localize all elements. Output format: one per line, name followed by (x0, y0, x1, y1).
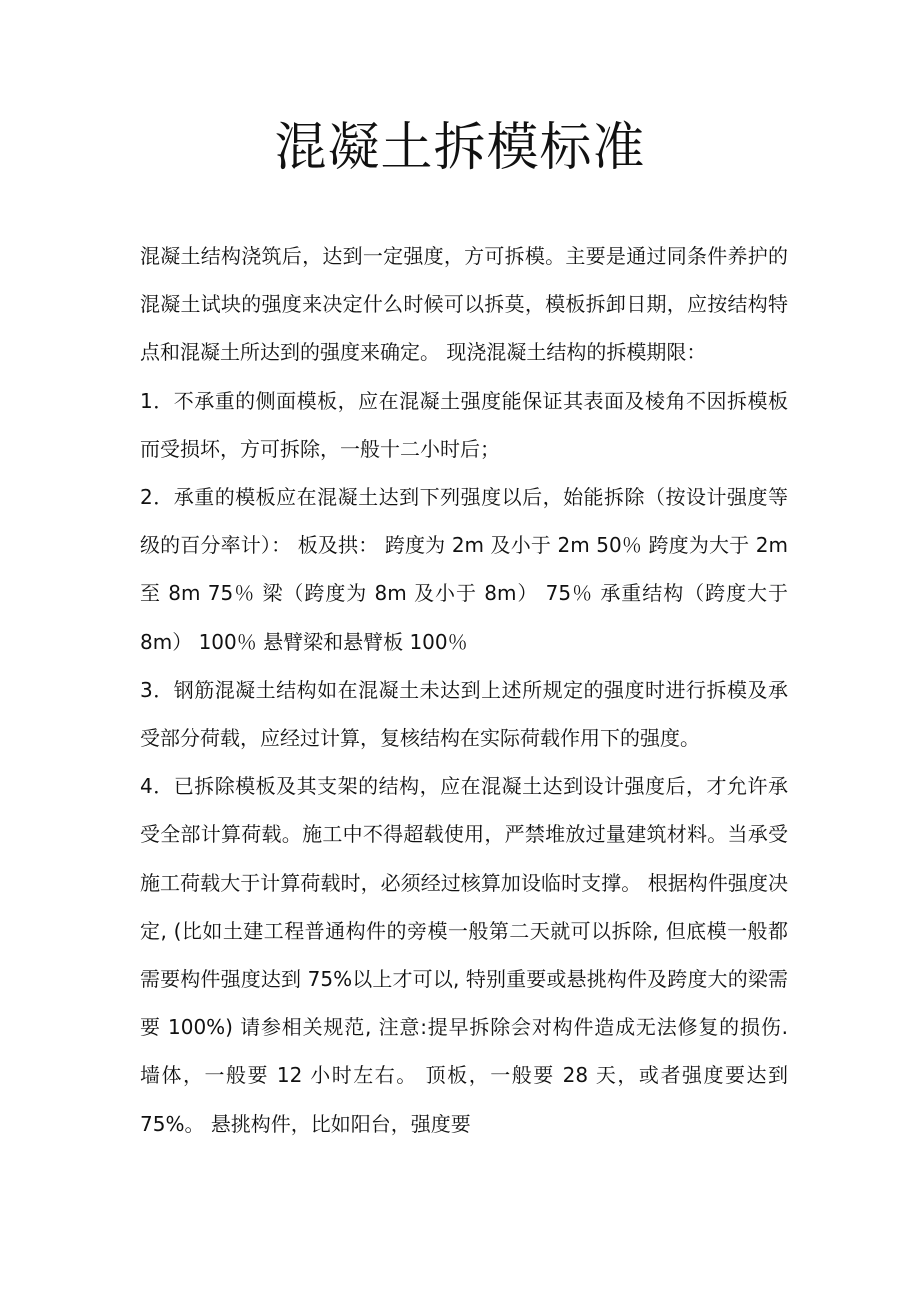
paragraph-item-1: 1．不承重的侧面模板，应在混凝土强度能保证其表面及棱角不因拆模板而受损坏，方可拆除，一般十二小时后； (140, 388, 788, 461)
paragraph-item-3: 3．钢筋混凝土结构如在混凝土未达到上述所规定的强度时进行拆模及承受部分荷载，应经过计算，复核结构在实际荷载作用下的强度。 (140, 677, 788, 751)
document-body (140, 232, 788, 1148)
paragraph-intro: 混凝土结构浇筑后，达到一定强度，方可拆模。主要是通过同条件养护的混凝土试块的强度来决定什么时候可以拆莫，模板拆卸日期，应按结构特点和混凝土所达到的强度来确定。 现浇混凝土结构的拆模期限： (140, 244, 788, 365)
document-title: 混凝土拆模标准 (274, 118, 646, 178)
paragraph-item-2: 2．承重的模板应在混凝土达到下列强度以后，始能拆除（按设计强度等级的百分率计）： 板及拱： 跨度为 2m 及小于 2m 50％ 跨度为大于 2m 至 8m 75％ 梁（跨度为 8m 及小于 8m） 75％ 承重结构（跨度大于 8m） 100％ 悬臂梁和悬臂板 100％ (140, 485, 788, 654)
paragraph-item-4: 4．已拆除模板及其支架的结构，应在混凝土达到设计强度后，才允许承受全部计算荷载。施工中不得超载使用，严禁堆放过量建筑材料。当承受施工荷载大于计算荷载时，必须经过核算加设临时支撑。 根据构件强度决定, (比如土建工程普通构件的旁模一般第二天就可以拆除, 但底模一般都需要构件强度达到 75%以上才可以, 特别重要或悬挑构件及跨度大的梁需要 100%) 请参相关规范, 注意:提早拆除会对构件造成无法修复的损伤. 墙体，一般要 12 小时左右。 顶板，一般要 28 天，或者强度要达到 75%。 悬挑构件，比如阳台，强度要 (140, 774, 788, 1136)
